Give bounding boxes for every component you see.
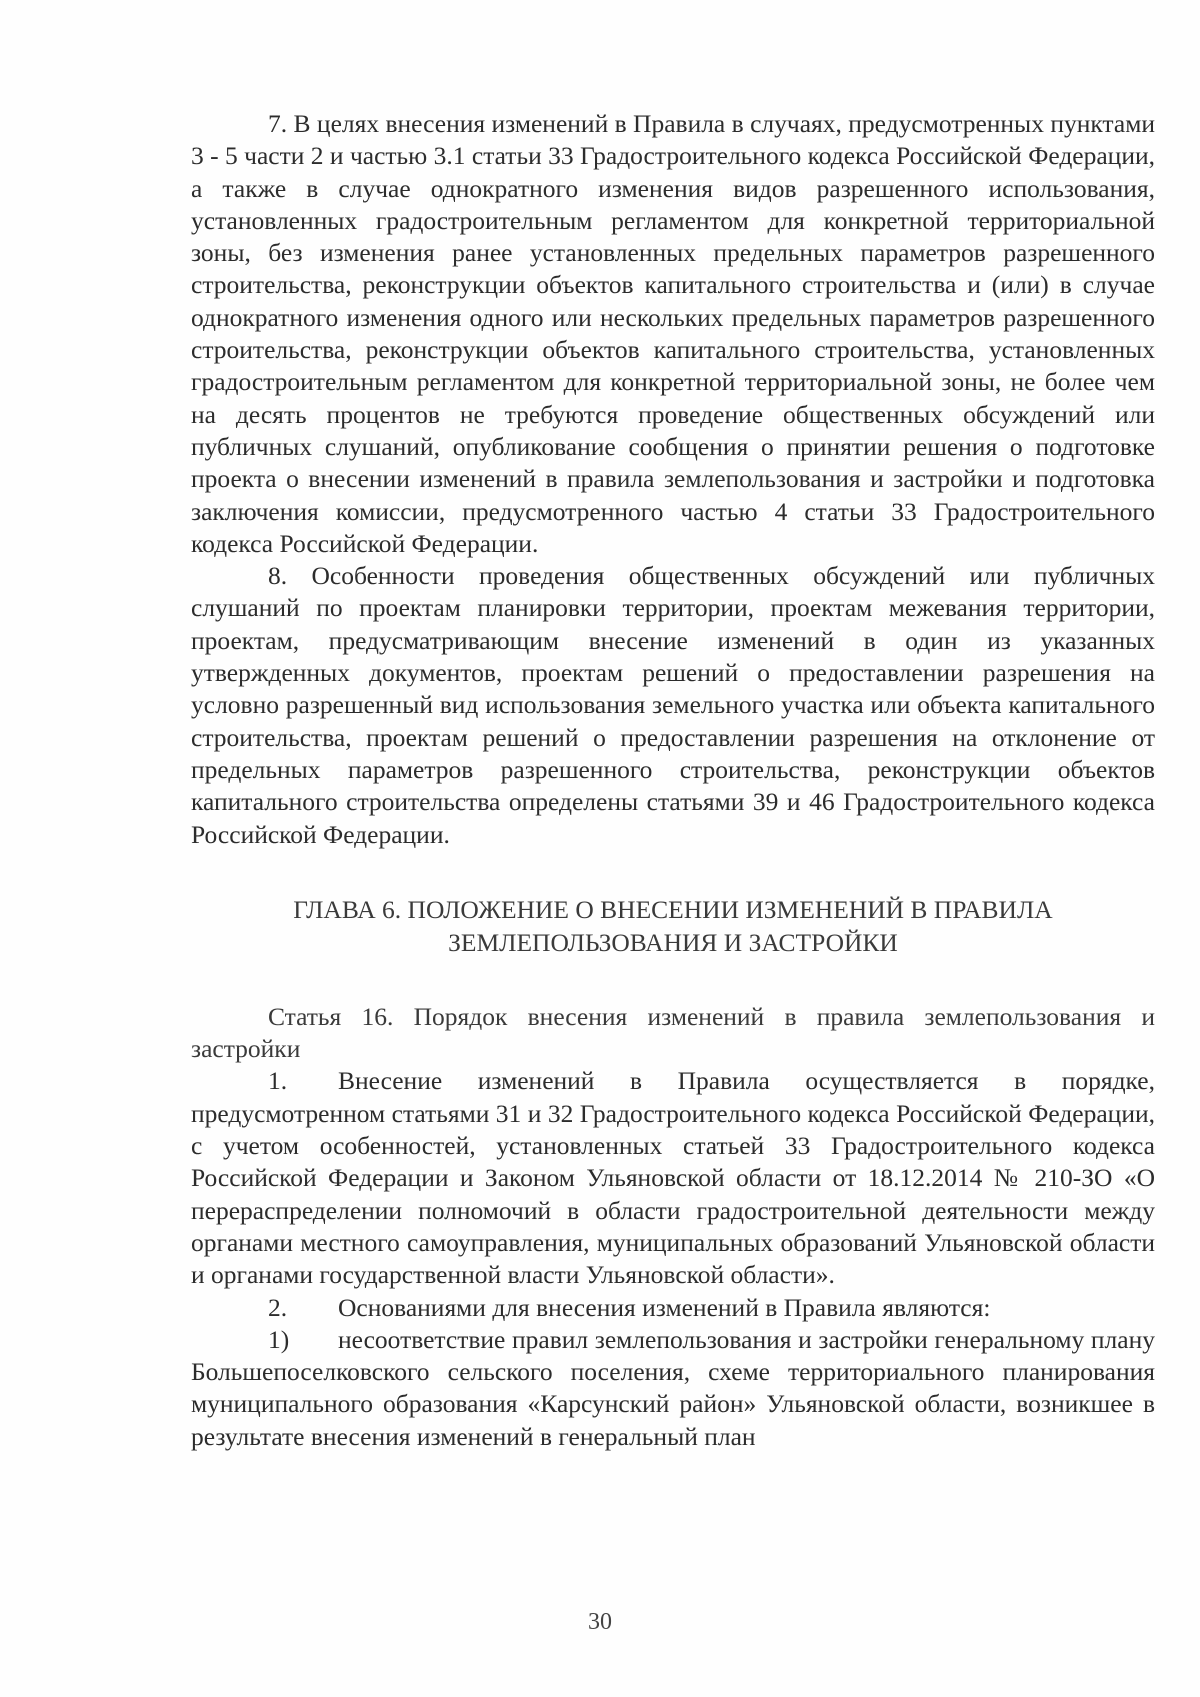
article-title: Статья 16. Порядок внесения изменений в правила землепользования и застройки — [191, 1001, 1155, 1064]
chapter-heading-line-1: ГЛАВА 6. ПОЛОЖЕНИЕ О ВНЕСЕНИИ ИЗМЕНЕНИЙ В ПРАВИЛА — [293, 894, 1053, 924]
chapter-heading — [191, 893, 1155, 959]
document-body — [191, 108, 1155, 1453]
list-item-2 — [191, 1292, 1155, 1324]
list-item-2-number: 2. — [268, 1292, 288, 1322]
sub-item-1-text: несоответствие правил землепользования и застройки генеральному плану Большепоселковского сельского поселения, схеме территориального планирования муниципального образования «Карсунский район» Ульяновской области, возникшее в результате внесения изменений в генеральный план — [191, 1324, 1155, 1451]
sub-item-1-number: 1) — [268, 1324, 290, 1354]
list-item-1 — [191, 1065, 1155, 1291]
chapter-heading-line-2: ЗЕМЛЕПОЛЬЗОВАНИЯ И ЗАСТРОЙКИ — [448, 927, 898, 957]
list-item-2-text: Основаниями для внесения изменений в Правила являются: — [338, 1292, 991, 1322]
list-item-1-text: Внесение изменений в Правила осуществляется в порядке, предусмотренном статьями 31 и 32 Градостроительного кодекса Российской Федерации, с учетом особенностей, установленных статьей 33 Градостроительного кодекса Российской Федерации и Законом Ульяновской области от 18.12.2014 № 210-ЗО «О перераспределении полномочий в области градостроительной деятельности между органами местного самоуправления, муниципальных образований Ульяновской области и органами государственной власти Ульяновской области». — [191, 1066, 1155, 1290]
list-item-1-number: 1. — [268, 1066, 288, 1096]
paragraph-7: 7. В целях внесения изменений в Правила в случаях, предусмотренных пунктами 3 - 5 части 2 и частью 3.1 статьи 33 Градостроительного кодекса Российской Федерации, а также в случае однократного изменения видов разрешенного использования, установленных градостроительным регламентом для конкретной территориальной зоны, без изменения ранее установленных предельных параметров разрешенного строительства, реконструкции объектов капитального строительства и (или) в случае однократного изменения одного или нескольких предельных параметров разрешенного строительства, реконструкции объектов капитального строительства, установленных градостроительным регламентом для конкретной территориальной зоны, не более чем на десять процентов не требуются проведение общественных обсуждений или публичных слушаний, опубликование сообщения о принятии решения о подготовке проекта о внесении изменений в правила землепользования и застройки и подготовка заключения комиссии, предусмотренного частью 4 статьи 33 Градостроительного кодекса Российской Федерации. — [191, 109, 1155, 558]
sub-item-1 — [191, 1324, 1155, 1453]
paragraph-8: 8. Особенности проведения общественных обсуждений или публичных слушаний по проектам планировки территории, проектам межевания территории, проектам, предусматривающим внесение изменений в один из указанных утвержденных документов, проектам решений о предоставлении разрешения на условно разрешенный вид использования земельного участка или объекта капитального строительства, проектам решений о предоставлении разрешения на отклонение от предельных параметров разрешенного строительства, реконструкции объектов капитального строительства определены статьями 39 и 46 Градостроительного кодекса Российской Федерации. — [191, 561, 1155, 849]
page-number: 30 — [588, 1609, 612, 1635]
